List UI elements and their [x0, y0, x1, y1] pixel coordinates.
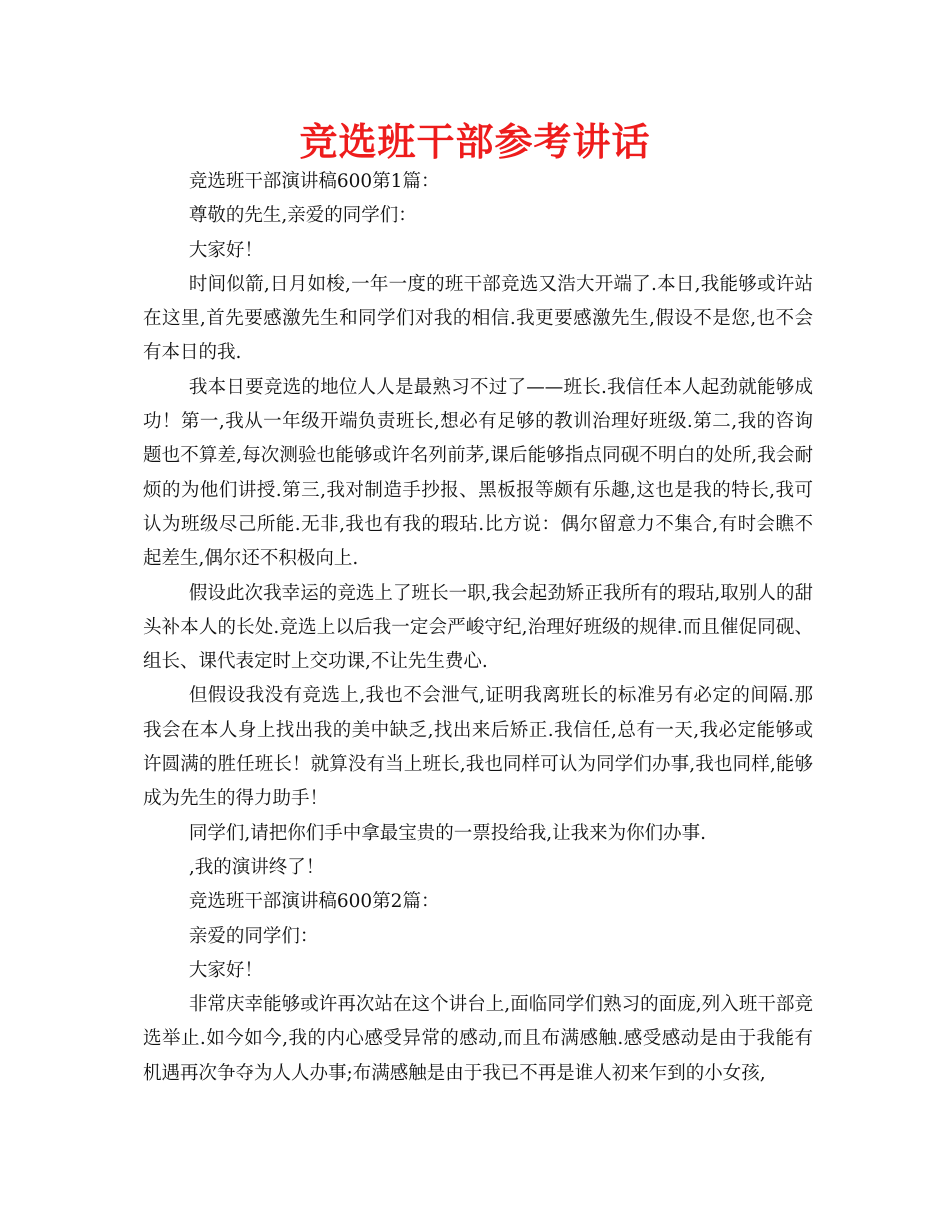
- paragraph: 同学们,请把你们手中拿最宝贵的一票投给我,让我来为你们办事.: [188, 822, 707, 844]
- paragraph: 假设此次我幸运的竞选上了班长一职,我会起劲矫正我所有的瑕玷,取别人的甜头补本人的长处.竞选上以后我一定会严峻守纪,治理好班级的规律.而且催促同砚、组长、课代表定时上交功课,不让先生费心.: [143, 582, 813, 673]
- paragraph: 非常庆幸能够或许再次站在这个讲台上,面临同学们熟习的面庞,列入班干部竞选举止.如今如今,我的内心感受异常的感动,而且布满感触.感受感动是由于我能有机遇再次争夺为人人办事;布满感触是由于我已不再是谁人初来乍到的小女孩,: [143, 994, 813, 1084]
- paragraph: 但假设我没有竞选上,我也不会泄气,证明我离班长的标准另有必定的间隔.那我会在本人身上找出我的美中缺乏,找出来后矫正.我信任,总有一天,我必定能够或许圆满的胜任班长！就算没有当上班长,我也同样可认为同学们办事,我也同样,能够成为先生的得力助手！: [143, 685, 813, 810]
- document-title: 竞选班干部参考讲话: [299, 120, 651, 164]
- paragraph: 尊敬的先生,亲爱的同学们：: [188, 205, 417, 227]
- paragraph: 我本日要竞选的地位人人是最熟习不过了——班长.我信任本人起劲就能够成功！第一,我从一年级开端负责班长,想必有足够的教训治理好班级.第二,我的咨询题也不算差,每次测验也能够或许名列前茅,课后能够指点同砚不明白的处所,我会耐烦的为他们讲授.第三,我对制造手抄报、黑板报等颇有乐趣,这也是我的特长,我可认为班级尽己所能.无非,我也有我的瑕玷.比方说：偶尔留意力不集合,有时会瞧不起差生,偶尔还不积极向上.: [143, 376, 813, 570]
- paragraph: 亲爱的同学们：: [188, 925, 319, 947]
- paragraph: 竞选班干部演讲稿600第2篇：: [188, 891, 440, 913]
- document-body: [143, 165, 813, 1091]
- paragraph: 竞选班干部演讲稿600第1篇：: [188, 171, 440, 192]
- paragraph: ,我的演讲终了！: [188, 856, 325, 878]
- paragraph: 时间似箭,日月如梭,一年一度的班干部竞选又浩大开端了.本日,我能够或许站在这里,首先要感激先生和同学们对我的相信.我更要感激先生,假设不是您,也不会有本日的我.: [143, 273, 813, 364]
- paragraph: 大家好！: [188, 959, 263, 981]
- paragraph: 大家好！: [188, 239, 263, 261]
